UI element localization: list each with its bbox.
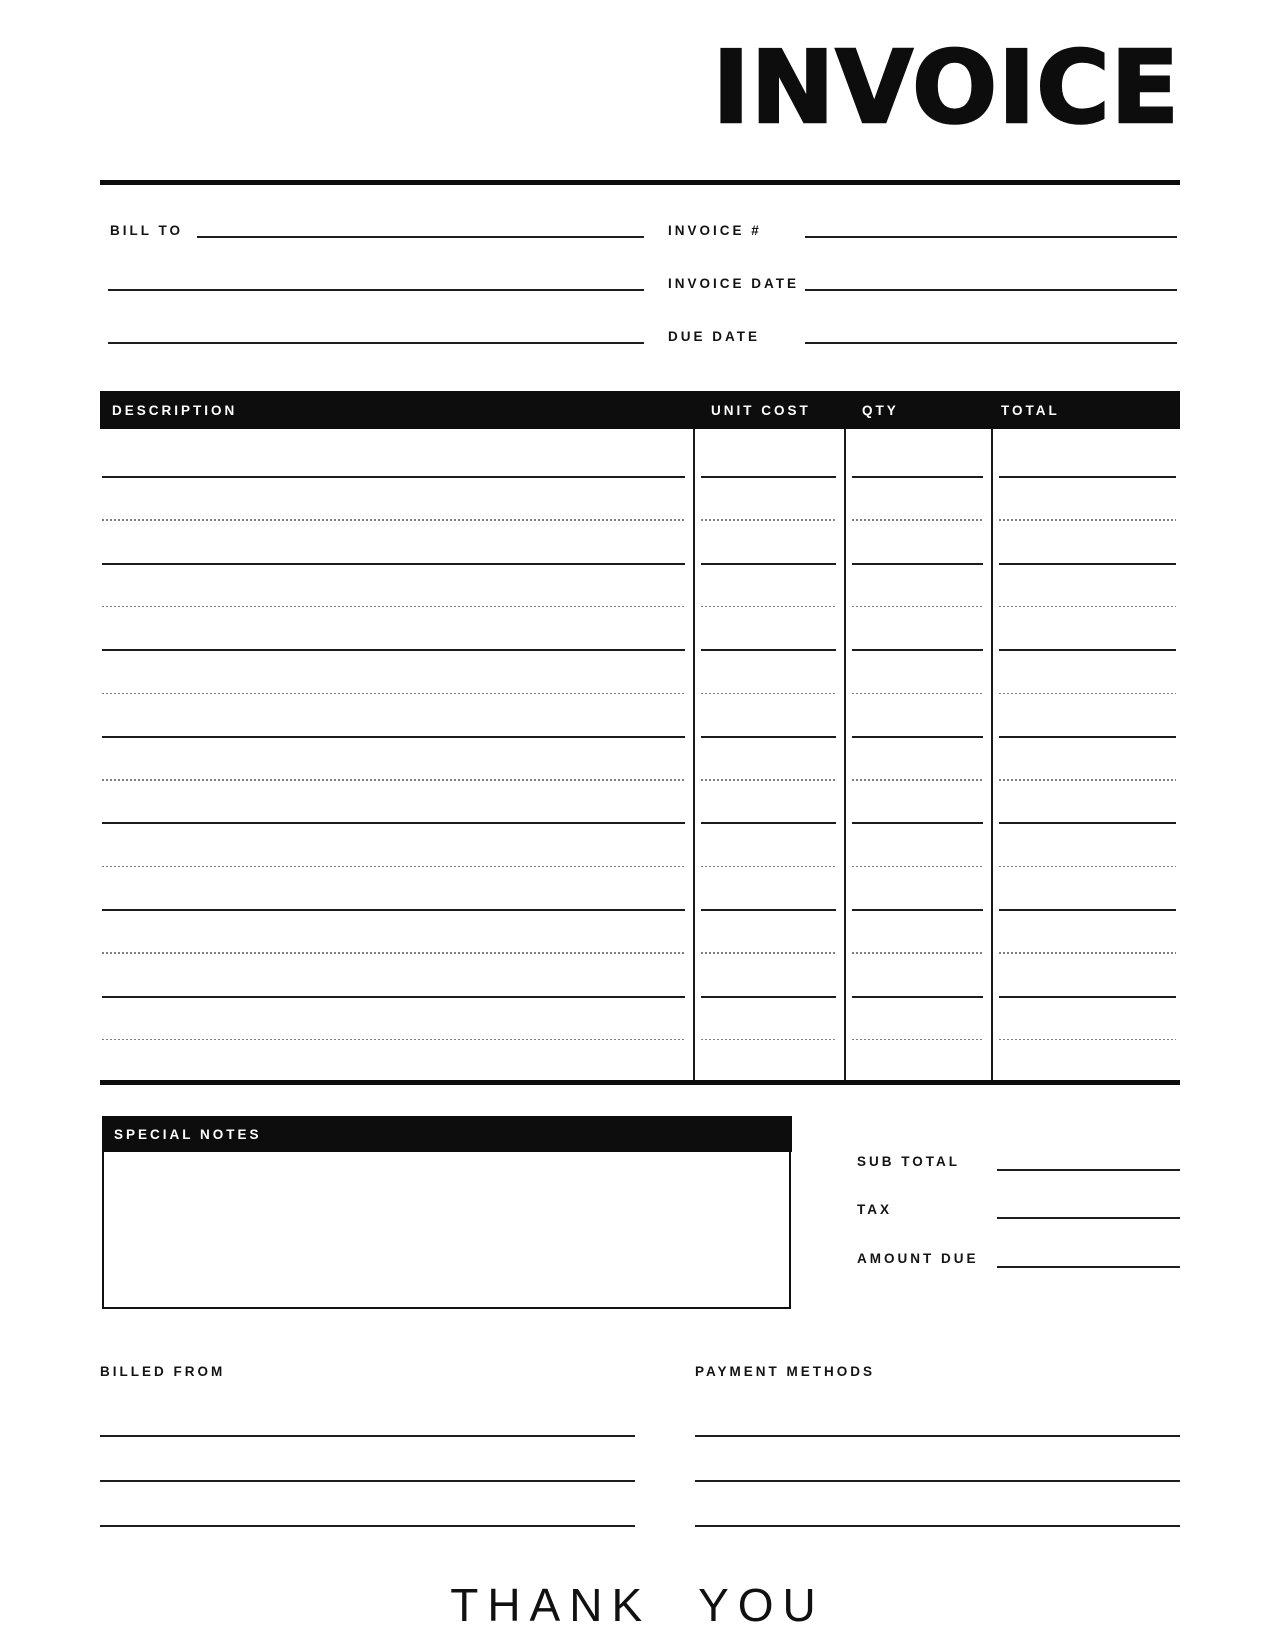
column-divider-2 [844, 429, 846, 1080]
item-row-1-col-2-line[interactable] [701, 476, 836, 478]
special-notes-label: SPECIAL NOTES [114, 1127, 262, 1142]
special-notes-header [102, 1116, 792, 1152]
amount-due-line[interactable] [997, 1250, 1180, 1268]
thank-you-text: THANK YOU [450, 1579, 825, 1631]
item-row-4-col-4-line[interactable] [999, 606, 1176, 608]
bill-to-line-2[interactable] [108, 273, 644, 291]
amount-due-label: AMOUNT DUE [857, 1251, 979, 1266]
page-title: INVOICE [712, 29, 1180, 146]
item-row-3-col-4-line[interactable] [999, 563, 1176, 565]
item-row-7-col-4-line[interactable] [999, 736, 1176, 738]
payment-methods-line-1[interactable] [695, 1419, 1180, 1437]
item-row-12-col-1-line[interactable] [102, 952, 685, 954]
item-row-2-col-2-line[interactable] [701, 519, 836, 521]
billed-from-line-1[interactable] [100, 1419, 635, 1437]
item-row-10-col-2-line[interactable] [701, 866, 836, 868]
invoice-number-label: INVOICE # [668, 223, 762, 238]
item-row-8-col-3-line[interactable] [852, 779, 983, 781]
item-row-5-col-3-line[interactable] [852, 649, 983, 651]
item-row-6-col-4-line[interactable] [999, 693, 1176, 695]
item-row-9-col-1-line[interactable] [102, 822, 685, 824]
bill-to-line-1[interactable] [197, 220, 644, 238]
column-header-unit-cost: UNIT COST [711, 403, 811, 418]
item-row-5-col-4-line[interactable] [999, 649, 1176, 651]
invoice-number-line[interactable] [805, 220, 1177, 238]
column-divider-3 [991, 429, 993, 1080]
items-table-header [100, 391, 1180, 429]
item-row-9-col-4-line[interactable] [999, 822, 1176, 824]
item-row-11-col-2-line[interactable] [701, 909, 836, 911]
item-row-13-col-4-line[interactable] [999, 996, 1176, 998]
item-row-5-col-1-line[interactable] [102, 649, 685, 651]
item-row-8-col-4-line[interactable] [999, 779, 1176, 781]
billed-from-line-3[interactable] [100, 1509, 635, 1527]
item-row-13-col-1-line[interactable] [102, 996, 685, 998]
item-row-8-col-2-line[interactable] [701, 779, 836, 781]
item-row-13-col-3-line[interactable] [852, 996, 983, 998]
invoice-date-line[interactable] [805, 273, 1177, 291]
column-divider-1 [693, 429, 695, 1080]
payment-methods-label: PAYMENT METHODS [695, 1364, 876, 1379]
item-row-3-col-1-line[interactable] [102, 563, 685, 565]
item-row-13-col-2-line[interactable] [701, 996, 836, 998]
item-row-1-col-4-line[interactable] [999, 476, 1176, 478]
item-row-14-col-1-line[interactable] [102, 1039, 685, 1041]
item-row-8-col-1-line[interactable] [102, 779, 685, 781]
item-row-7-col-2-line[interactable] [701, 736, 836, 738]
item-row-9-col-2-line[interactable] [701, 822, 836, 824]
item-row-5-col-2-line[interactable] [701, 649, 836, 651]
due-date-line[interactable] [805, 326, 1177, 344]
item-row-14-col-4-line[interactable] [999, 1039, 1176, 1041]
tax-line[interactable] [997, 1201, 1180, 1219]
item-row-6-col-3-line[interactable] [852, 693, 983, 695]
item-row-1-col-3-line[interactable] [852, 476, 983, 478]
item-row-6-col-1-line[interactable] [102, 693, 685, 695]
item-row-3-col-3-line[interactable] [852, 563, 983, 565]
item-row-1-col-1-line[interactable] [102, 476, 685, 478]
item-row-3-col-2-line[interactable] [701, 563, 836, 565]
item-row-11-col-3-line[interactable] [852, 909, 983, 911]
item-row-11-col-4-line[interactable] [999, 909, 1176, 911]
item-row-12-col-2-line[interactable] [701, 952, 836, 954]
item-row-10-col-3-line[interactable] [852, 866, 983, 868]
item-row-12-col-4-line[interactable] [999, 952, 1176, 954]
item-row-11-col-1-line[interactable] [102, 909, 685, 911]
header-divider [100, 180, 1180, 185]
item-row-14-col-2-line[interactable] [701, 1039, 836, 1041]
items-table-body [100, 429, 1180, 1080]
payment-methods-line-3[interactable] [695, 1509, 1180, 1527]
items-table-bottom-rule [100, 1080, 1180, 1085]
bill-to-line-3[interactable] [108, 326, 644, 344]
column-header-description: DESCRIPTION [112, 403, 238, 418]
bill-to-label: BILL TO [110, 223, 184, 238]
tax-label: TAX [857, 1202, 892, 1217]
item-row-9-col-3-line[interactable] [852, 822, 983, 824]
item-row-4-col-3-line[interactable] [852, 606, 983, 608]
sub-total-line[interactable] [997, 1153, 1180, 1171]
item-row-4-col-2-line[interactable] [701, 606, 836, 608]
sub-total-label: SUB TOTAL [857, 1154, 960, 1169]
payment-methods-line-2[interactable] [695, 1464, 1180, 1482]
billed-from-line-2[interactable] [100, 1464, 635, 1482]
column-header-qty: QTY [862, 403, 899, 418]
item-row-10-col-1-line[interactable] [102, 866, 685, 868]
item-row-4-col-1-line[interactable] [102, 606, 685, 608]
item-row-2-col-1-line[interactable] [102, 519, 685, 521]
item-row-2-col-4-line[interactable] [999, 519, 1176, 521]
item-row-6-col-2-line[interactable] [701, 693, 836, 695]
item-row-7-col-1-line[interactable] [102, 736, 685, 738]
item-row-10-col-4-line[interactable] [999, 866, 1176, 868]
item-row-14-col-3-line[interactable] [852, 1039, 983, 1041]
column-header-total: TOTAL [1001, 403, 1060, 418]
billed-from-label: BILLED FROM [100, 1364, 226, 1379]
due-date-label: DUE DATE [668, 329, 761, 344]
item-row-12-col-3-line[interactable] [852, 952, 983, 954]
invoice-date-label: INVOICE DATE [668, 276, 800, 291]
item-row-7-col-3-line[interactable] [852, 736, 983, 738]
item-row-2-col-3-line[interactable] [852, 519, 983, 521]
special-notes-area[interactable] [102, 1152, 791, 1309]
